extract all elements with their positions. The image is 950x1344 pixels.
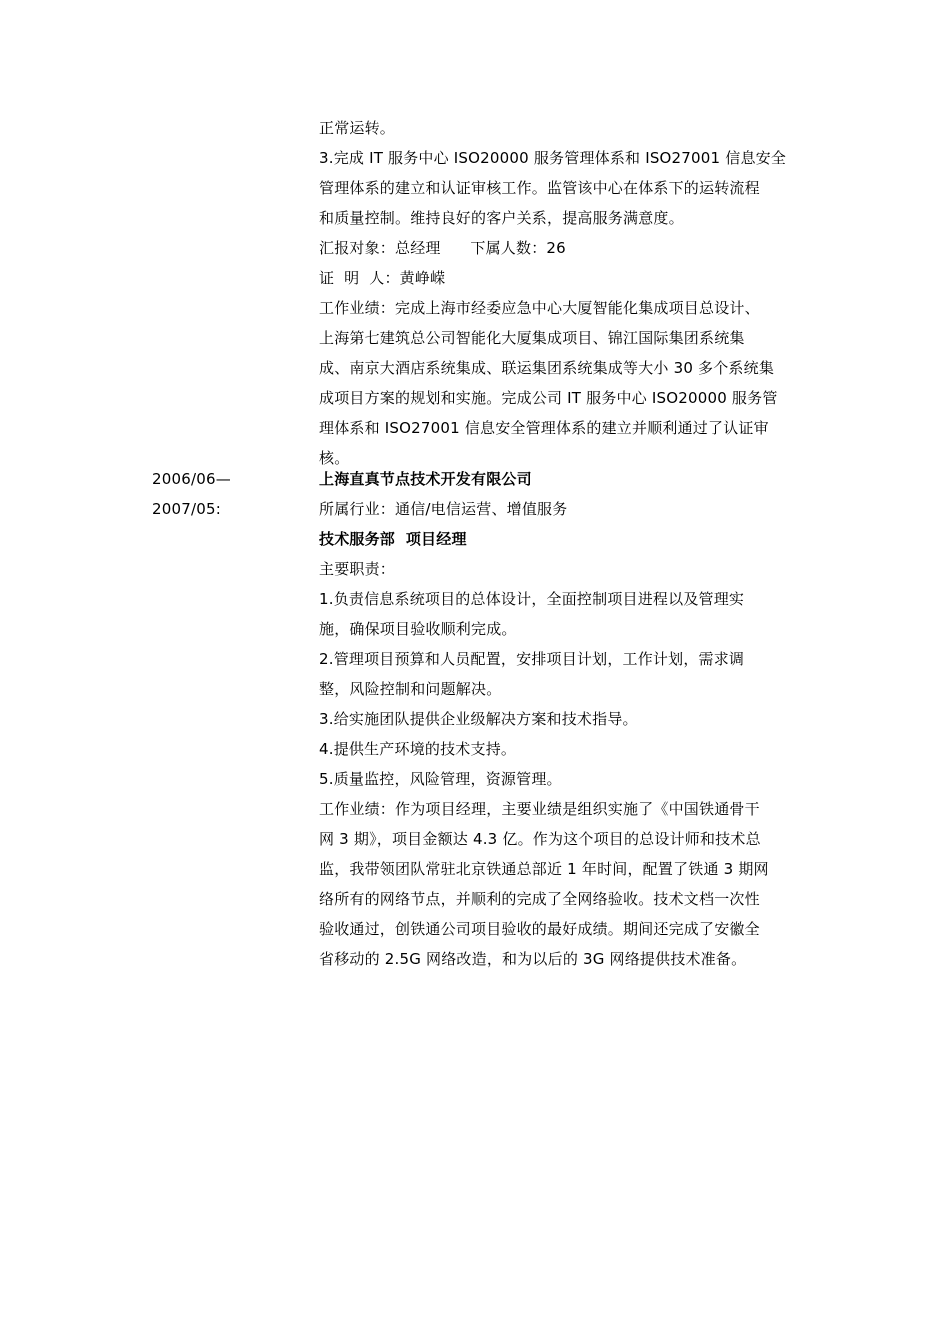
text-line: 工作业绩：作为项目经理，主要业绩是组织实施了《中国铁通骨干: [319, 800, 760, 818]
text-line: 5.质量监控，风险管理，资源管理。: [319, 770, 562, 788]
text-line: 1.负责信息系统项目的总体设计，全面控制项目进程以及管理实: [319, 590, 745, 608]
text-line: 和质量控制。维持良好的客户关系，提高服务满意度。: [319, 209, 684, 227]
text-line: 理体系和 ISO27001 信息安全管理体系的建立并顺利通过了认证审: [319, 419, 769, 437]
job-date-range: [152, 464, 302, 524]
text-line: 3.给实施团队提供企业级解决方案和技术指导。: [319, 710, 638, 728]
text-line: 监，我带领团队常驻北京铁通总部近 1 年时间，配置了铁通 3 期网: [319, 860, 769, 878]
text-line: 整，风险控制和问题解决。: [319, 680, 502, 698]
text-line: 成项目方案的规划和实施。完成公司 IT 服务中心 ISO20000 服务管: [319, 389, 778, 407]
job-date-start: 2006/06—: [152, 470, 231, 488]
text-line: 管理体系的建立和认证审核工作。监管该中心在体系下的运转流程: [319, 179, 760, 197]
duties-heading: 主要职责：: [319, 560, 396, 578]
text-line: 工作业绩：完成上海市经委应急中心大厦智能化集成项目总设计、: [319, 299, 760, 317]
text-line: 3.完成 IT 服务中心 ISO20000 服务管理体系和 ISO27001 信息安全: [319, 149, 787, 167]
job-details: [319, 464, 815, 974]
text-line: 网 3 期》，项目金额达 4.3 亿。作为这个项目的总设计师和技术总: [319, 830, 761, 848]
text-line: 络所有的网络节点，并顺利的完成了全网络验收。技术文档一次性: [319, 890, 760, 908]
text-line: 省移动的 2.5G 网络改造，和为以后的 3G 网络提供技术准备。: [319, 950, 747, 968]
reference-line: 证 明 人：黄峥嵘: [319, 269, 446, 287]
text-line: 成、南京大酒店系统集成、联运集团系统集成等大小 30 多个系统集: [319, 359, 775, 377]
text-line: 上海第七建筑总公司智能化大厦集成项目、锦江国际集团系统集: [319, 329, 745, 347]
department-title: 技术服务部 项目经理: [319, 530, 467, 548]
text-line: 正常运转。: [319, 119, 396, 137]
text-line: 2.管理项目预算和人员配置，安排项目计划，工作计划，需求调: [319, 650, 745, 668]
text-line: 施，确保项目验收顺利完成。: [319, 620, 517, 638]
text-line: 4.提供生产环境的技术支持。: [319, 740, 517, 758]
report-line: 汇报对象：总经理 下属人数：26: [319, 239, 566, 257]
industry-line: 所属行业：通信/电信运营、增值服务: [319, 500, 568, 518]
text-line: 核。: [319, 449, 350, 467]
job-date-end: 2007/05:: [152, 500, 221, 518]
previous-job-continuation: [319, 113, 815, 473]
text-line: 验收通过，创铁通公司项目验收的最好成绩。期间还完成了安徽全: [319, 920, 760, 938]
company-name: 上海直真节点技术开发有限公司: [319, 470, 532, 488]
